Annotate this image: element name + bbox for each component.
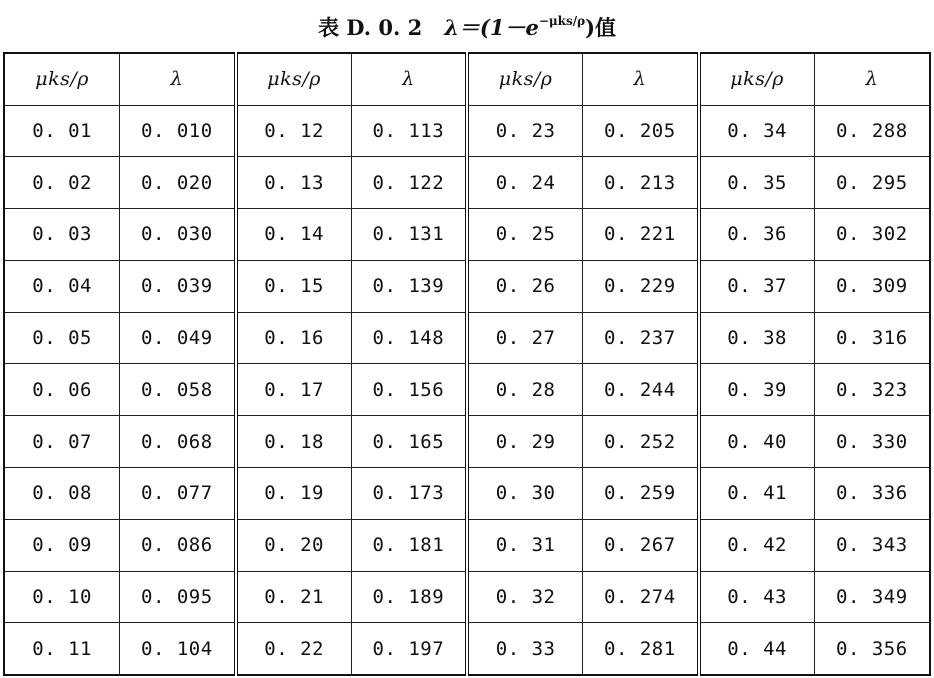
header-cell-lambda-3: λ bbox=[583, 53, 699, 105]
cell-lambda: 0. 213 bbox=[583, 157, 699, 209]
cell-mu-ks-rho: 0. 05 bbox=[4, 312, 120, 364]
cell-mu-ks-rho: 0. 03 bbox=[4, 209, 120, 261]
table-row bbox=[4, 364, 930, 416]
cell-lambda: 0. 302 bbox=[814, 209, 930, 261]
table-body bbox=[4, 105, 930, 675]
cell-lambda: 0. 252 bbox=[583, 416, 699, 468]
title-formula-main: λ＝(1－e bbox=[444, 15, 539, 40]
cell-mu-ks-rho: 0. 15 bbox=[236, 260, 352, 312]
cell-mu-ks-rho: 0. 19 bbox=[236, 468, 352, 520]
cell-lambda: 0. 229 bbox=[583, 260, 699, 312]
cell-mu-ks-rho: 0. 07 bbox=[4, 416, 120, 468]
cell-mu-ks-rho: 0. 27 bbox=[467, 312, 583, 364]
cell-lambda: 0. 336 bbox=[814, 468, 930, 520]
cell-mu-ks-rho: 0. 04 bbox=[4, 260, 120, 312]
header-cell-mu-3: μks/ρ bbox=[467, 53, 583, 105]
title-formula-exponent: −μks/ρ bbox=[538, 14, 586, 28]
cell-mu-ks-rho: 0. 43 bbox=[699, 571, 815, 623]
cell-lambda: 0. 039 bbox=[120, 260, 236, 312]
cell-lambda: 0. 267 bbox=[583, 519, 699, 571]
table-row bbox=[4, 312, 930, 364]
cell-lambda: 0. 343 bbox=[814, 519, 930, 571]
cell-lambda: 0. 197 bbox=[351, 623, 467, 675]
cell-mu-ks-rho: 0. 31 bbox=[467, 519, 583, 571]
cell-lambda: 0. 205 bbox=[583, 105, 699, 157]
cell-mu-ks-rho: 0. 39 bbox=[699, 364, 815, 416]
cell-mu-ks-rho: 0. 10 bbox=[4, 571, 120, 623]
cell-lambda: 0. 281 bbox=[583, 623, 699, 675]
cell-mu-ks-rho: 0. 14 bbox=[236, 209, 352, 261]
cell-lambda: 0. 131 bbox=[351, 209, 467, 261]
cell-lambda: 0. 330 bbox=[814, 416, 930, 468]
cell-lambda: 0. 020 bbox=[120, 157, 236, 209]
cell-lambda: 0. 095 bbox=[120, 571, 236, 623]
cell-mu-ks-rho: 0. 22 bbox=[236, 623, 352, 675]
cell-lambda: 0. 288 bbox=[814, 105, 930, 157]
header-cell-mu-1: μks/ρ bbox=[4, 53, 120, 105]
cell-mu-ks-rho: 0. 29 bbox=[467, 416, 583, 468]
cell-lambda: 0. 122 bbox=[351, 157, 467, 209]
cell-lambda: 0. 049 bbox=[120, 312, 236, 364]
cell-mu-ks-rho: 0. 35 bbox=[699, 157, 815, 209]
table-number: 表 D. 0. 2 bbox=[317, 15, 423, 40]
header-cell-lambda-2: λ bbox=[351, 53, 467, 105]
table-row bbox=[4, 105, 930, 157]
cell-lambda: 0. 156 bbox=[351, 364, 467, 416]
cell-lambda: 0. 030 bbox=[120, 209, 236, 261]
header-cell-lambda-1: λ bbox=[120, 53, 236, 105]
header-cell-mu-4: μks/ρ bbox=[699, 53, 815, 105]
table-row bbox=[4, 519, 930, 571]
cell-mu-ks-rho: 0. 38 bbox=[699, 312, 815, 364]
cell-mu-ks-rho: 0. 13 bbox=[236, 157, 352, 209]
cell-mu-ks-rho: 0. 01 bbox=[4, 105, 120, 157]
cell-mu-ks-rho: 0. 02 bbox=[4, 157, 120, 209]
cell-mu-ks-rho: 0. 40 bbox=[699, 416, 815, 468]
table-row bbox=[4, 623, 930, 675]
cell-lambda: 0. 173 bbox=[351, 468, 467, 520]
cell-mu-ks-rho: 0. 17 bbox=[236, 364, 352, 416]
cell-lambda: 0. 181 bbox=[351, 519, 467, 571]
cell-lambda: 0. 295 bbox=[814, 157, 930, 209]
cell-lambda: 0. 077 bbox=[120, 468, 236, 520]
header-cell-lambda-4: λ bbox=[814, 53, 930, 105]
cell-mu-ks-rho: 0. 37 bbox=[699, 260, 815, 312]
cell-mu-ks-rho: 0. 36 bbox=[699, 209, 815, 261]
cell-lambda: 0. 148 bbox=[351, 312, 467, 364]
table-row bbox=[4, 468, 930, 520]
title-formula-end: )值 bbox=[585, 15, 617, 40]
cell-mu-ks-rho: 0. 32 bbox=[467, 571, 583, 623]
cell-mu-ks-rho: 0. 24 bbox=[467, 157, 583, 209]
cell-lambda: 0. 356 bbox=[814, 623, 930, 675]
header-row bbox=[4, 53, 930, 105]
header-cell-mu-2: μks/ρ bbox=[236, 53, 352, 105]
cell-mu-ks-rho: 0. 28 bbox=[467, 364, 583, 416]
cell-mu-ks-rho: 0. 26 bbox=[467, 260, 583, 312]
table-row bbox=[4, 157, 930, 209]
cell-lambda: 0. 139 bbox=[351, 260, 467, 312]
cell-lambda: 0. 323 bbox=[814, 364, 930, 416]
cell-mu-ks-rho: 0. 30 bbox=[467, 468, 583, 520]
table-row bbox=[4, 260, 930, 312]
cell-lambda: 0. 165 bbox=[351, 416, 467, 468]
cell-lambda: 0. 349 bbox=[814, 571, 930, 623]
cell-mu-ks-rho: 0. 08 bbox=[4, 468, 120, 520]
cell-mu-ks-rho: 0. 11 bbox=[4, 623, 120, 675]
cell-mu-ks-rho: 0. 42 bbox=[699, 519, 815, 571]
cell-lambda: 0. 316 bbox=[814, 312, 930, 364]
cell-lambda: 0. 086 bbox=[120, 519, 236, 571]
table-row bbox=[4, 571, 930, 623]
cell-lambda: 0. 259 bbox=[583, 468, 699, 520]
cell-mu-ks-rho: 0. 09 bbox=[4, 519, 120, 571]
lambda-table bbox=[3, 52, 931, 676]
cell-mu-ks-rho: 0. 34 bbox=[699, 105, 815, 157]
cell-mu-ks-rho: 0. 33 bbox=[467, 623, 583, 675]
cell-lambda: 0. 113 bbox=[351, 105, 467, 157]
cell-lambda: 0. 010 bbox=[120, 105, 236, 157]
cell-mu-ks-rho: 0. 23 bbox=[467, 105, 583, 157]
cell-mu-ks-rho: 0. 44 bbox=[699, 623, 815, 675]
cell-mu-ks-rho: 0. 12 bbox=[236, 105, 352, 157]
cell-lambda: 0. 189 bbox=[351, 571, 467, 623]
cell-mu-ks-rho: 0. 25 bbox=[467, 209, 583, 261]
table-row bbox=[4, 416, 930, 468]
cell-lambda: 0. 104 bbox=[120, 623, 236, 675]
cell-lambda: 0. 274 bbox=[583, 571, 699, 623]
cell-mu-ks-rho: 0. 21 bbox=[236, 571, 352, 623]
table-head bbox=[4, 53, 930, 105]
cell-lambda: 0. 221 bbox=[583, 209, 699, 261]
cell-mu-ks-rho: 0. 18 bbox=[236, 416, 352, 468]
cell-lambda: 0. 309 bbox=[814, 260, 930, 312]
cell-lambda: 0. 244 bbox=[583, 364, 699, 416]
cell-mu-ks-rho: 0. 06 bbox=[4, 364, 120, 416]
cell-lambda: 0. 068 bbox=[120, 416, 236, 468]
table-title bbox=[0, 6, 934, 40]
cell-mu-ks-rho: 0. 16 bbox=[236, 312, 352, 364]
cell-mu-ks-rho: 0. 41 bbox=[699, 468, 815, 520]
table-row bbox=[4, 209, 930, 261]
cell-mu-ks-rho: 0. 20 bbox=[236, 519, 352, 571]
cell-lambda: 0. 237 bbox=[583, 312, 699, 364]
cell-lambda: 0. 058 bbox=[120, 364, 236, 416]
